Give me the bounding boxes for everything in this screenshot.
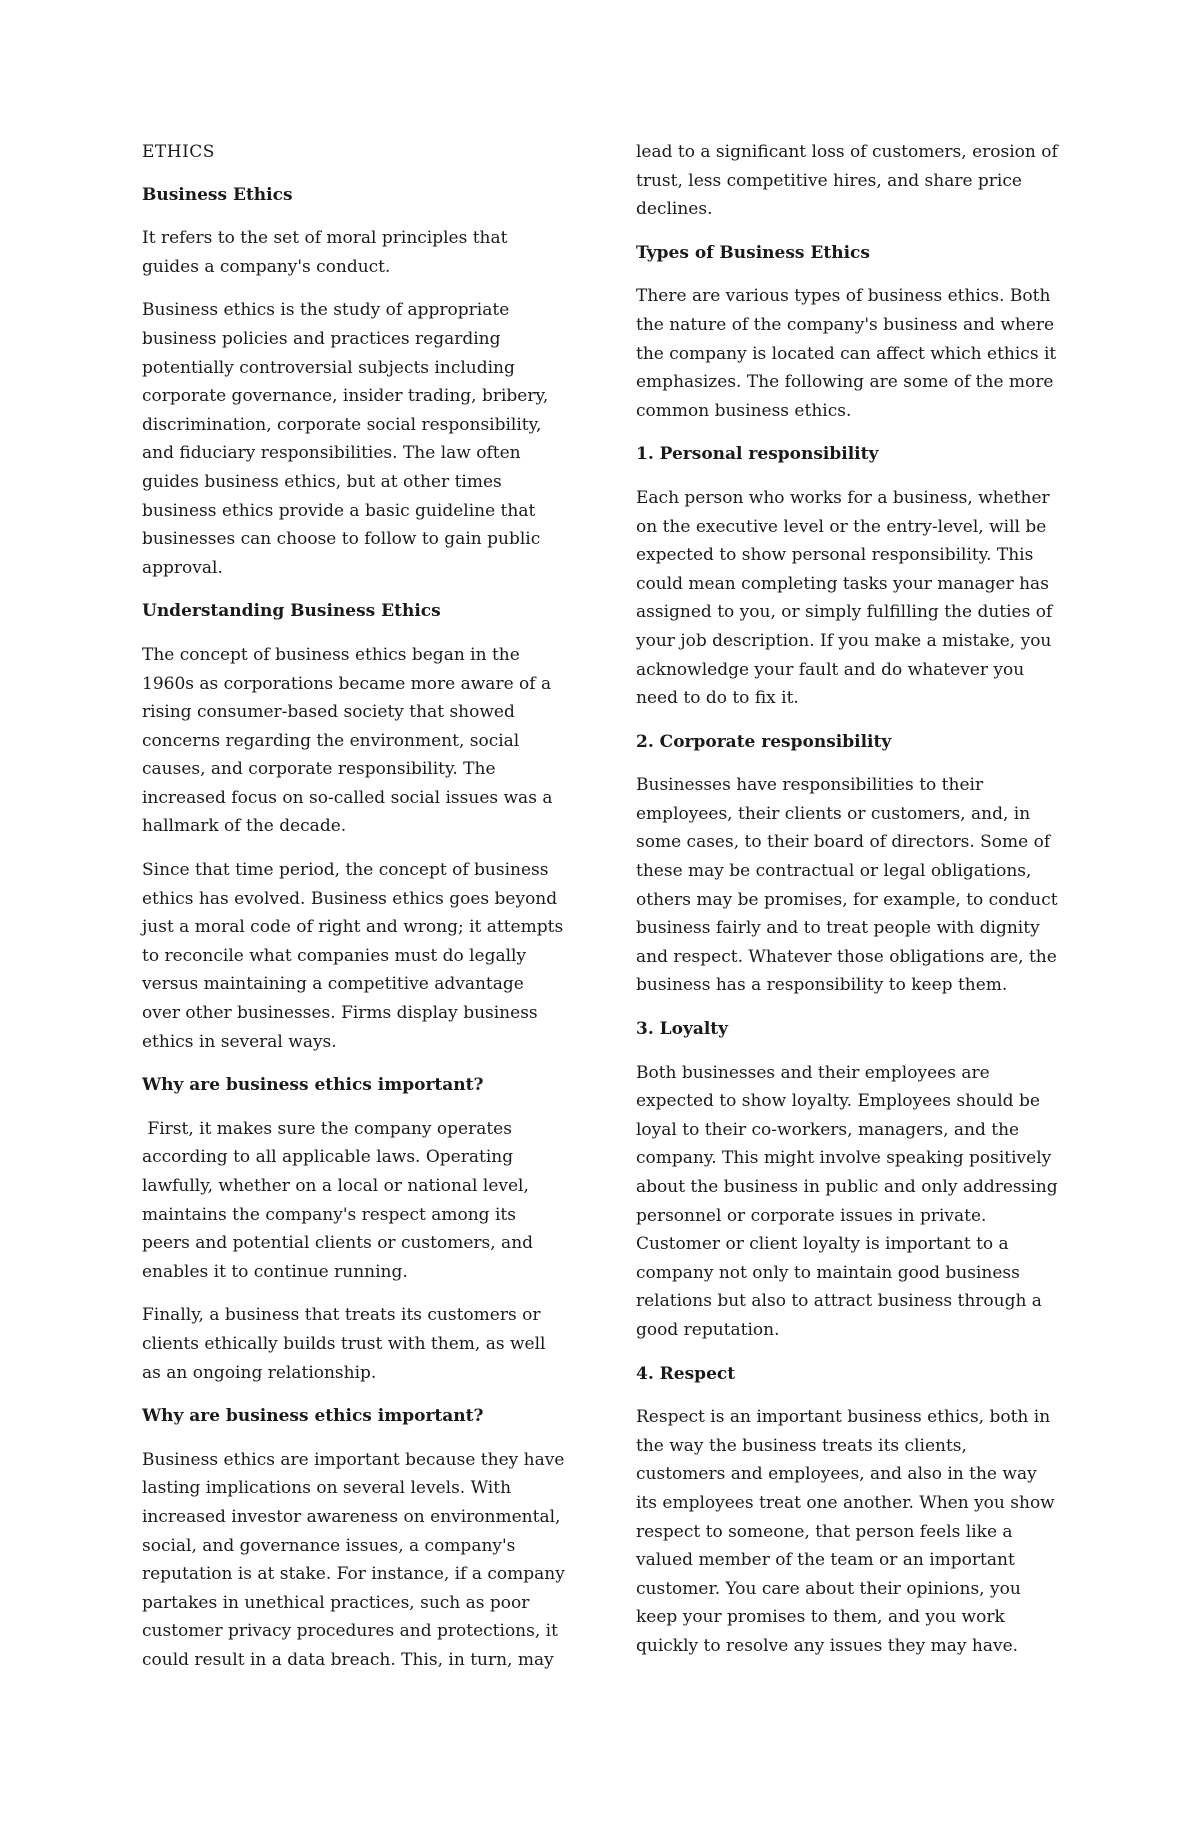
heading-why-important-2: Why are business ethics important? (142, 1406, 484, 1427)
heading-respect: 4. Respect (636, 1363, 736, 1384)
paragraph-finally: Finally, a business that treats its customers or clients ethically builds trust with them, as well as an ongoing relationship. (142, 1305, 546, 1383)
heading-understanding-business-ethics: Understanding Business Ethics (142, 601, 441, 622)
paragraph-loyalty: Both businesses and their employees are expected to show loyalty. Employees should be loyal to their co-workers, managers, and the company. This might involve speaking positively about the business in public and only addressing personnel or corporate issues in private. Customer or client loyalty is important to a company not only to maintain good business relations but also to attract business through a good reputation. (636, 1062, 1058, 1340)
paragraph-respect: Respect is an important business ethics, both in the way the business treats its clients, customers and employees, and also in the way its employees treat one another. When you show respect to someone, that person feels like a valued member of the team or an important customer. You care about their opinions, you keep your promises to them, and you work quickly to resolve any issues they may have. (636, 1407, 1055, 1656)
paragraph-definition: It refers to the set of moral principles that guides a company's conduct. (142, 228, 508, 277)
left-column (142, 138, 567, 1690)
paragraph-study: Business ethics is the study of appropriate business policies and practices regarding potentially controversial subjects including corporate governance, insider trading, bribery, discrimination, corporate social responsibility, and fiduciary responsibilities. The law often guides business ethics, but at other times business ethics provide a basic guideline that businesses can choose to follow to gain public approval. (142, 300, 549, 578)
heading-business-ethics: Business Ethics (142, 184, 293, 205)
paragraph-types: There are various types of business ethics. Both the nature of the company's business and where the company is located can affect which ethics it emphasizes. The following are some of the more common business ethics. (636, 286, 1057, 421)
paragraph-continued: lead to a significant loss of customers, erosion of trust, less competitive hires, and share price declines. (636, 142, 1058, 220)
document-title: ETHICS (142, 142, 215, 162)
heading-corporate-responsibility: 2. Corporate responsibility (636, 731, 892, 752)
heading-personal-responsibility: 1. Personal responsibility (636, 444, 879, 465)
paragraph-personal: Each person who works for a business, whether on the executive level or the entry-level, will be expected to show personal responsibility. This could mean completing tasks your manager has assigned to you, or simply fulfilling the duties of your job description. If you make a mistake, you acknowledge your fault and do whatever you need to do to fix it. (636, 487, 1053, 709)
paragraph-corporate: Businesses have responsibilities to their employees, their clients or customers, and, in some cases, to their board of directors. Some of these may be contractual or legal obligations, others may be promises, for example, to conduct business fairly and to treat people with dignity and respect. Whatever those obligations are, the business has a responsibility to keep them. (636, 775, 1058, 996)
paragraph-first: First, it makes sure the company operates according to all applicable laws. Operating lawfully, whether on a local or national level, maintains the company's respect among its peers and potential clients or customers, and enables it to continue running. (142, 1118, 539, 1282)
heading-types-of-business-ethics: Types of Business Ethics (636, 242, 870, 263)
heading-loyalty: 3. Loyalty (636, 1019, 729, 1040)
paragraph-important: Business ethics are important because they have lasting implications on several levels. With increased investor awareness on environmental, social, and governance issues, a company's reputation is at stake. For instance, if a company partakes in unethical practices, such as poor customer privacy procedures and protections, it could result in a data breach. This, in turn, may (142, 1449, 565, 1670)
paragraph-since: Since that time period, the concept of business ethics has evolved. Business ethics goes beyond just a moral code of right and wrong; it attempts to reconcile what companies must do legally versus maintaining a competitive advantage over other businesses. Firms display business ethics in several ways. (142, 860, 564, 1052)
paragraph-concept: The concept of business ethics began in the 1960s as corporations became more aware of a rising consumer-based society that showed concerns regarding the environment, social causes, and corporate responsibility. The increased focus on so-called social issues was a hallmark of the decade. (142, 644, 553, 837)
right-column (636, 138, 1061, 1676)
heading-why-important-1: Why are business ethics important? (142, 1075, 484, 1096)
